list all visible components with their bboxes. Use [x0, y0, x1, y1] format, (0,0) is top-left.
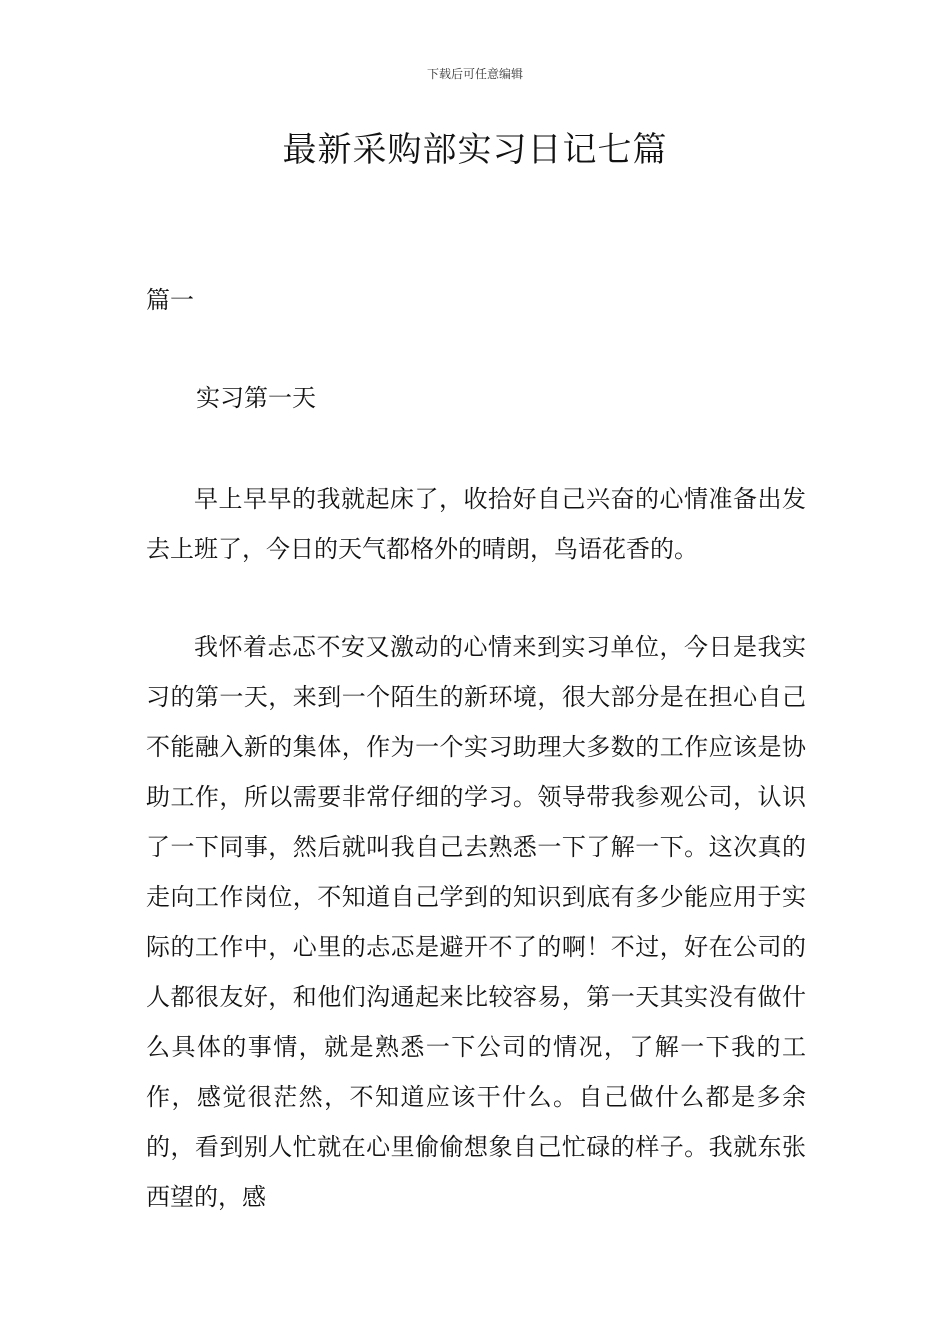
- paragraph-2: 我怀着忐忑不安又激动的心情来到实习单位，今日是我实习的第一天，来到一个陌生的新环境，很大部分是在担心自己不能融入新的集体，作为一个实习助理大多数的工作应该是协助工作，所以需要非常仔细的学习。领导带我参观公司，认识了一下同事，然后就叫我自己去熟悉一下了解一下。这次真的走向工作岗位，不知道自己学到的知识到底有多少能应用于实际的工作中，心里的忐忑是避开不了的啊！不过，好在公司的人都很友好，和他们沟通起来比较容易，第一天其实没有做什么具体的事情，就是熟悉一下公司的情况，了解一下我的工作，感觉很茫然，不知道应该干什么。自己做什么都是多余的，看到别人忙就在心里偷偷想象自己忙碌的样子。我就东张西望的，感: [146, 633, 806, 1211]
- section-label: 篇一: [146, 286, 194, 314]
- header-note: 下载后可任意编辑: [426, 67, 523, 81]
- paragraph-1: 早上早早的我就起床了，收拾好自己兴奋的心情准备出发去上班了，今日的天气都格外的晴朗，鸟语花香的。: [146, 485, 806, 563]
- entry-subheading: 实习第一天: [196, 384, 316, 412]
- document-title: 最新采购部实习日记七篇: [282, 130, 668, 170]
